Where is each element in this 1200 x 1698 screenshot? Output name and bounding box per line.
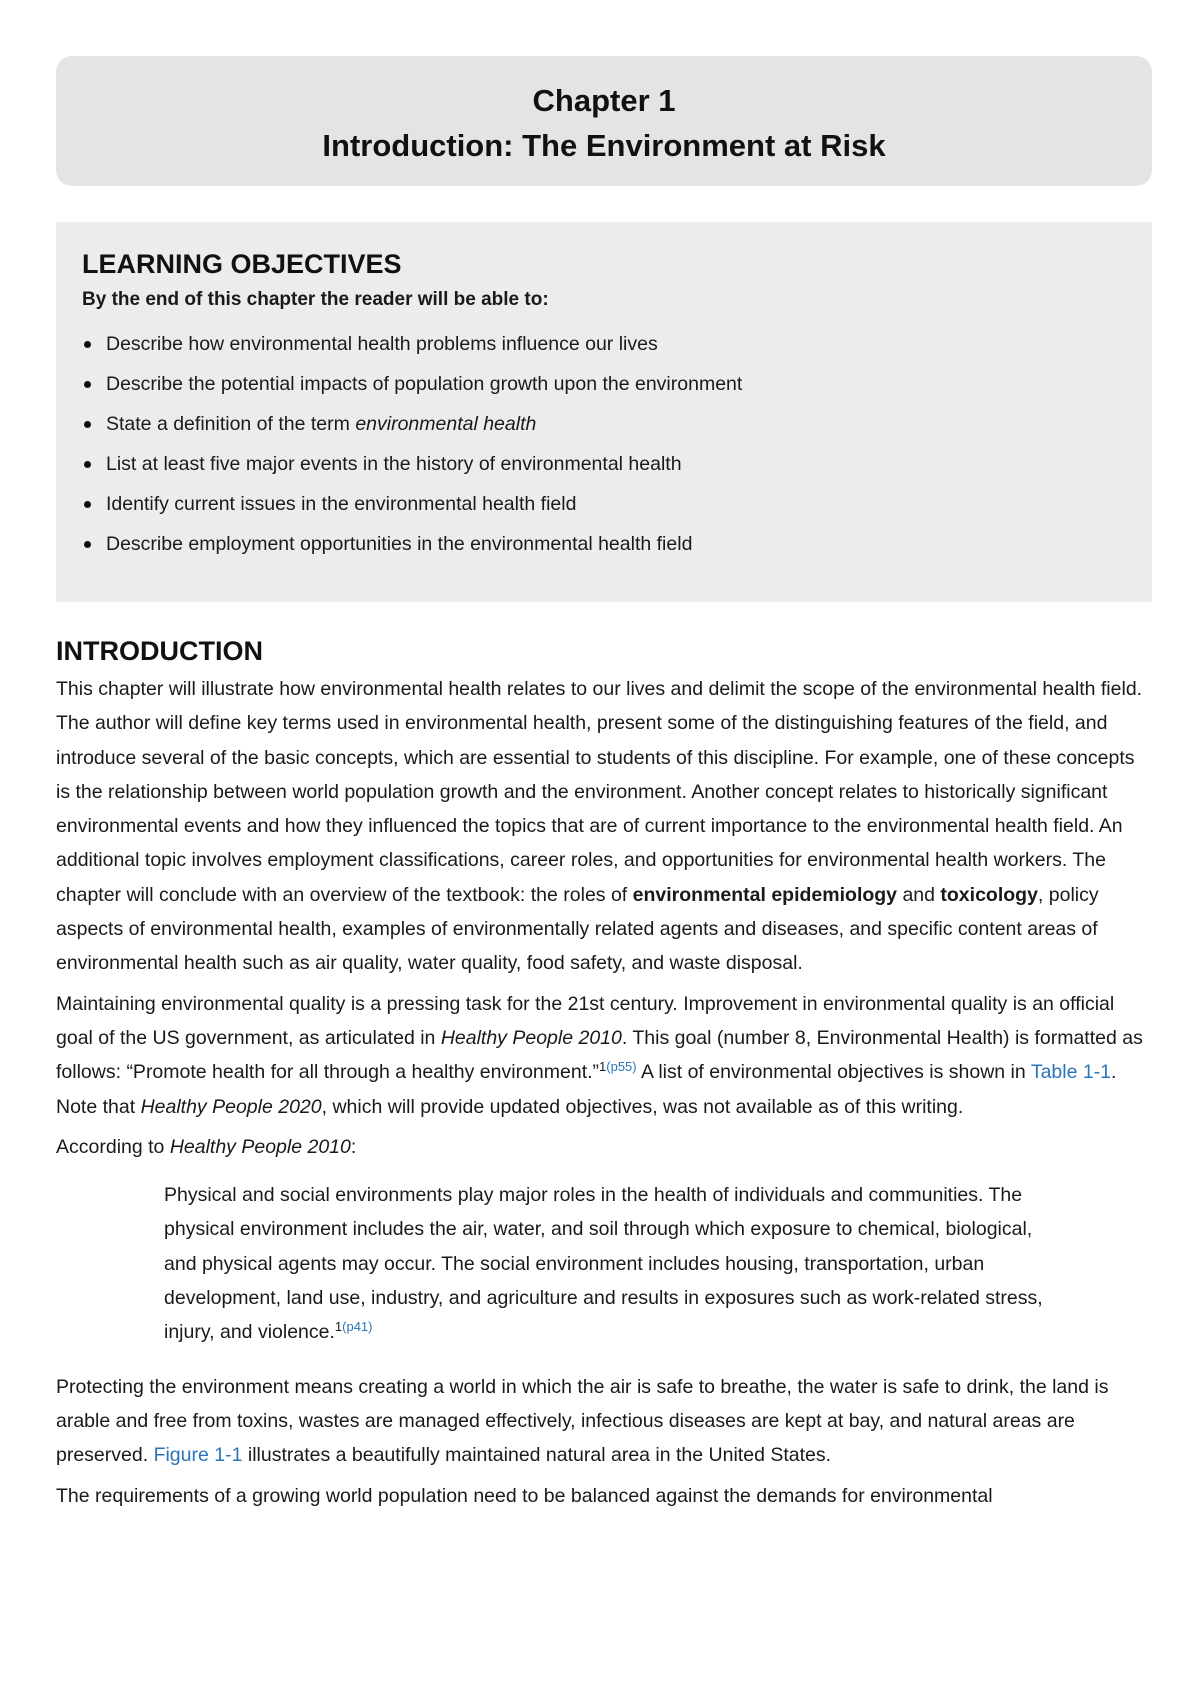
objective-text: State a definition of the term (106, 413, 356, 435)
quote-body: Physical and social environments play major roles in the health of individuals and communities. The physical environment includes the air, water, and soil through which exposure to chemical, biological, and physical agents may occur. The social environment includes housing, transportation, urban development, land use, industry, and agriculture and results in exposures such as work-related stress, injury, and violence. (164, 1184, 1043, 1344)
paragraph (56, 672, 1152, 981)
chapter-number: Chapter 1 (532, 83, 676, 118)
objective-item: Describe employment opportunities in the environmental health field (82, 524, 1126, 564)
paragraph-text: According to (56, 1135, 170, 1158)
citation-number: 1 (599, 1059, 607, 1075)
citation (599, 1059, 637, 1074)
objective-item: Identify current issues in the environmental health field (82, 484, 1126, 524)
introduction-heading: INTRODUCTION (56, 636, 263, 666)
objective-emphasis: environmental health (355, 413, 537, 435)
objective-item: List at least five major events in the history of environmental health (82, 444, 1126, 484)
paragraph-text: Protecting the environment means creating a world in which the air is safe to breathe, the water is safe to drink, the land is arable and free from toxins, wastes are managed effectively, infectious diseases are kept at bay, and natural areas are preserved. (56, 1375, 1109, 1467)
paragraph-text: , policy aspects of environmental health, examples of environmentally related agents and diseases, and specific content areas of environmental health such as air quality, water quality, food safety, and waste disposal. (56, 883, 1099, 975)
paragraph-text: A list of environmental objectives is shown in (636, 1061, 1031, 1084)
objectives-heading: LEARNING OBJECTIVES (82, 249, 402, 279)
paragraph-text: : (350, 1135, 357, 1158)
paragraph-text: Maintaining environmental quality is a pressing task for the 21st century. Improvement in environmental quality is an official goal of the US government, as articulated in (56, 992, 1115, 1049)
figure-1-1-link[interactable]: Figure 1-1 (153, 1444, 243, 1467)
emphasis: Healthy People 2020 (140, 1095, 322, 1118)
paragraph-text: illustrates a beautifully maintained natural area in the United States. (242, 1444, 832, 1467)
paragraph (56, 987, 1152, 1124)
quote-text (164, 1178, 1044, 1349)
block-quote (164, 1178, 1044, 1349)
objective-item (82, 404, 1126, 444)
emphasis: Healthy People 2010 (169, 1135, 351, 1158)
paragraph-text: . This goal (number 8, Environmental Health) is formatted as follows: “Promote health for all through a healthy environment.” (56, 1026, 1143, 1084)
learning-objectives-box (56, 222, 1152, 602)
key-term-toxicology: toxicology (940, 883, 1038, 906)
objectives-list (82, 324, 1126, 564)
table-1-1-link[interactable]: Table 1-1 (1030, 1061, 1112, 1084)
main-content (56, 632, 1152, 1519)
paragraph-text: This chapter will illustrate how environmental health relates to our lives and delimit the scope of the environmental health field. The author will define key terms used in environmental health, present some of the distinguishing features of the field, and introduce several of the basic concepts, which are essential to students of this discipline. For example, one of these concepts is the relationship between world population growth and the environment. Another concept relates to historically significant environmental events and how they influenced the topics that are of current importance to the environmental health field. An additional topic involves employment classifications, career roles, and opportunities for environmental health workers. The chapter will conclude with an overview of the textbook: the roles of (56, 678, 1143, 906)
citation-page-link[interactable]: (p55) (606, 1059, 637, 1075)
objective-item: Describe the potential impacts of population growth upon the environment (82, 364, 1126, 404)
citation (335, 1319, 373, 1334)
objectives-lead: By the end of this chapter the reader will be able to: (82, 289, 549, 310)
paragraph: The requirements of a growing world population need to be balanced against the demands for environmental (56, 1484, 993, 1507)
paragraph (56, 1130, 1152, 1164)
paragraph-text: . Note that (56, 1061, 1117, 1118)
emphasis: Healthy People 2010 (440, 1026, 622, 1049)
paragraph-text: and (897, 883, 941, 906)
objective-item: Describe how environmental health problems influence our lives (82, 324, 1126, 364)
chapter-title: Introduction: The Environment at Risk (322, 128, 886, 163)
citation-page-link[interactable]: (p41) (342, 1319, 373, 1335)
paragraph-text: , which will provide updated objectives, was not available as of this writing. (321, 1095, 964, 1118)
key-term-epidemiology: environmental epidemiology (632, 883, 898, 906)
citation-number: 1 (334, 1319, 343, 1335)
paragraph (56, 1370, 1152, 1473)
chapter-header (56, 56, 1152, 186)
